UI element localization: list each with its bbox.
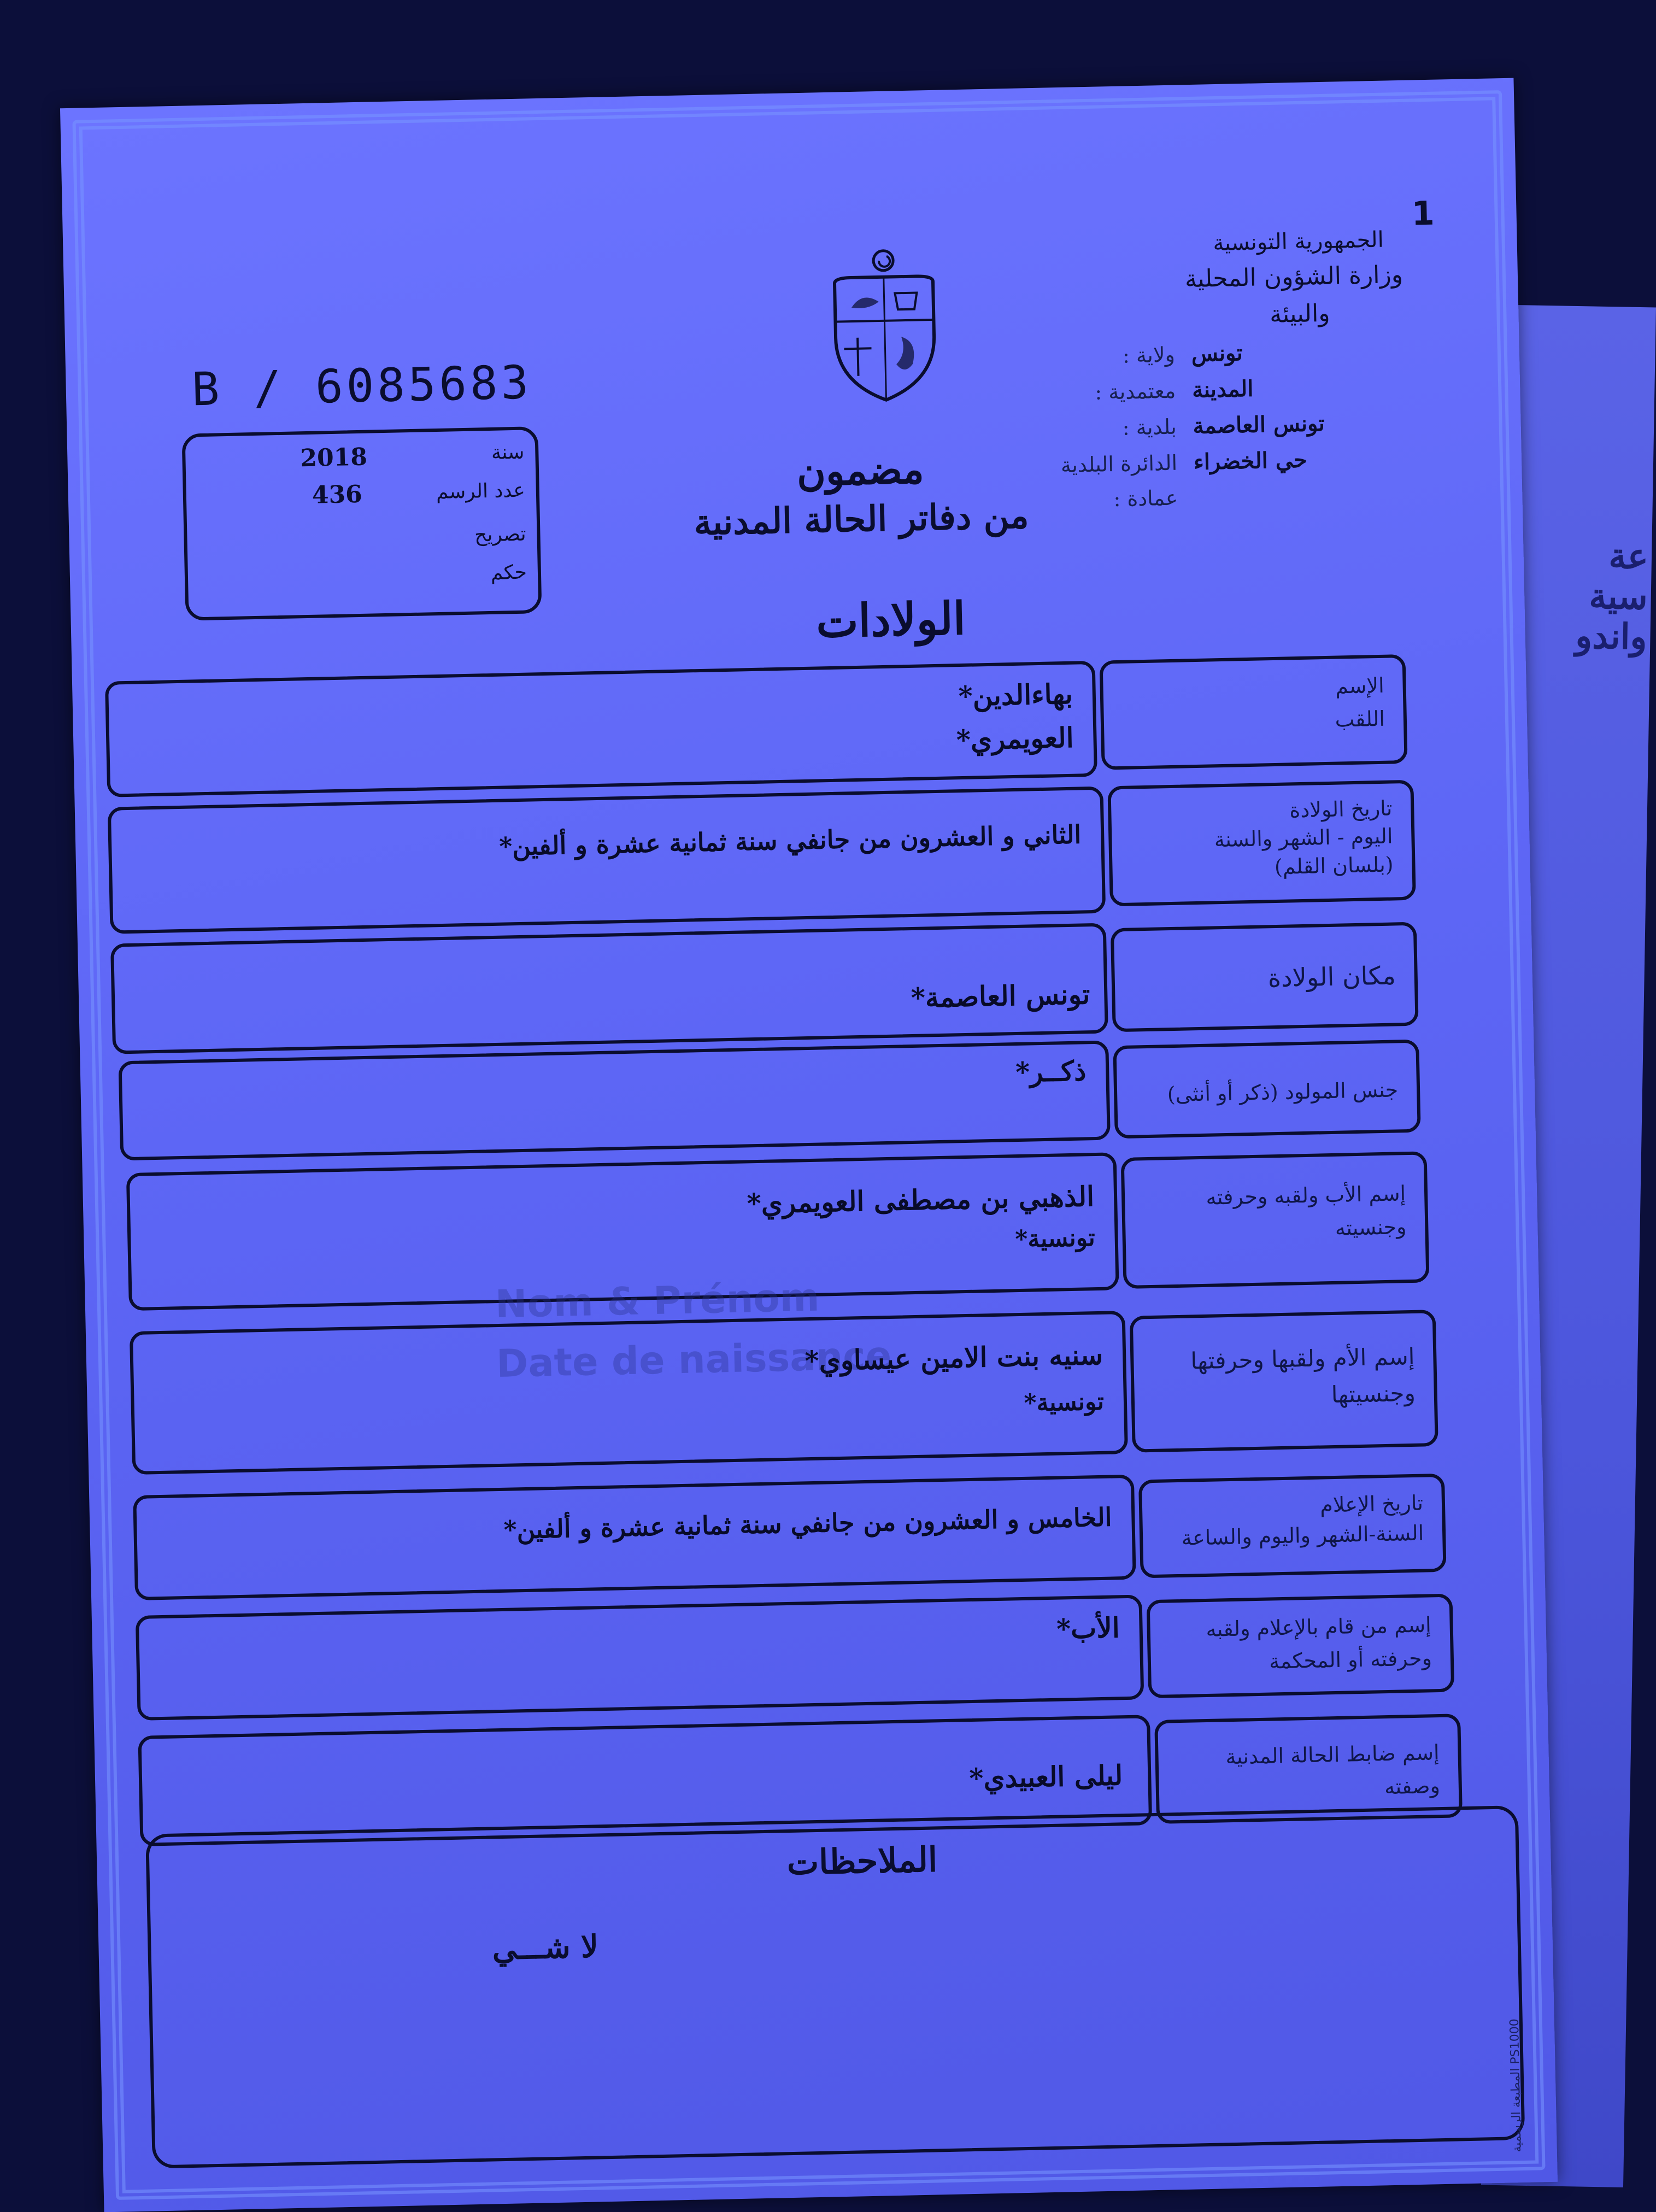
birth-certificate-sheet (60, 78, 1558, 2212)
sex-value: ذكــر* (1015, 1054, 1087, 1089)
label-box: تاريخ الولادة اليوم - الشهر والسنة (بلسان القلم) (1107, 780, 1416, 907)
father-nationality-value: تونسية* (1014, 1224, 1096, 1254)
district-row (1024, 441, 1407, 483)
judgment-label: حكم (490, 561, 527, 584)
first-name-value: بهاءالدين* (958, 677, 1073, 713)
registration-box (181, 426, 542, 621)
registration-number-label: عدد الرسم (436, 479, 526, 504)
ministry-name-2: والبيئة (1269, 299, 1331, 329)
corner-mark: 1 (1411, 194, 1435, 233)
value-box (130, 1311, 1128, 1475)
value-box (119, 1040, 1111, 1160)
printer-code: المطبعة الرسمية PS1000 (1507, 2019, 1524, 2152)
value-box (105, 661, 1097, 797)
ministry-name-1: وزارة الشؤون المحلية (1184, 260, 1404, 294)
father-value: الذهبي بن مصطفى العويمري* (746, 1180, 1095, 1220)
label-box: إسم من قام بالإعلام ولقبه وحرفته أو المحكمة (1147, 1594, 1455, 1699)
label-box: مكان الولادة (1111, 922, 1419, 1032)
district-label: الدائرة البلدية (1060, 450, 1178, 478)
year-value: 2018 (300, 443, 368, 473)
serial-number: B / 6085683 (191, 355, 532, 416)
sector-label: عمادة : (1113, 485, 1178, 512)
year-label: سنة (491, 441, 525, 464)
delegation-label: معتمدية : (1094, 379, 1176, 405)
label-box: إسم الأب ولقبه وحرفته وجنسيته (1121, 1151, 1430, 1289)
label-box: جنس المولود (ذكر أو أنثى) (1113, 1040, 1420, 1139)
document-title-line2: من دفاتر الحالة المدنية (693, 495, 1030, 544)
surname-value: العويمري* (956, 721, 1074, 756)
label-box: إسم ضابط الحالة المدنية وصفته (1154, 1714, 1463, 1824)
municipality-label: بلدية : (1122, 415, 1177, 441)
birth-date-value: الثاني و العشرون من جانفي سنة ثمانية عشرة و ألفين* (498, 819, 1082, 861)
notes-title: الملاحظات (786, 1839, 938, 1883)
document-title (641, 442, 1080, 544)
registration-number-value: 436 (312, 480, 363, 509)
district-value: حي الخضراء (1193, 447, 1308, 476)
governorate-row (1021, 333, 1405, 375)
mother-value: سنيه بنت الامين عيساوي* (804, 1338, 1103, 1377)
governorate-label: ولاية : (1122, 343, 1176, 368)
birth-place-value: تونس العاصمة* (911, 978, 1090, 1014)
tunisia-coat-of-arms-icon (818, 243, 952, 409)
notes-value: لا شـــي (491, 1928, 599, 1967)
republic-name: الجمهورية التونسية (1212, 227, 1384, 256)
delegation-row (1023, 369, 1406, 411)
sector-row (1025, 477, 1408, 518)
municipality-value: تونس العاصمة (1193, 410, 1325, 439)
declaration-label: تصريح (474, 523, 526, 547)
municipality-row (1023, 405, 1406, 447)
document-title-line1: مضمون (796, 445, 925, 495)
label-box: إسم الأم ولقبها وحرفتها وجنسيتها (1130, 1310, 1438, 1453)
section-title: الولادات (815, 592, 966, 648)
civil-officer-value: ليلى العبيدي* (968, 1759, 1123, 1795)
label-box: الإسم اللقب (1100, 654, 1408, 770)
background-document-text: عة سية واندو (1575, 536, 1649, 658)
mother-nationality-value: تونسية* (1024, 1387, 1105, 1417)
declarant-value: الأب* (1056, 1611, 1120, 1645)
delegation-value: المدينة (1191, 376, 1254, 403)
label-box: تاريخ الإعلام السنة-الشهر واليوم والساعة (1138, 1474, 1447, 1579)
declaration-date-value: الخامس و العشرون من جانفي سنة ثمانية عشرة و ألفين* (503, 1502, 1112, 1545)
governorate-value: تونس (1191, 340, 1243, 367)
background-ghost-text: Nom & Prénom Date de naissance (495, 1275, 892, 1386)
value-box (108, 787, 1106, 934)
value-box (136, 1594, 1144, 1721)
